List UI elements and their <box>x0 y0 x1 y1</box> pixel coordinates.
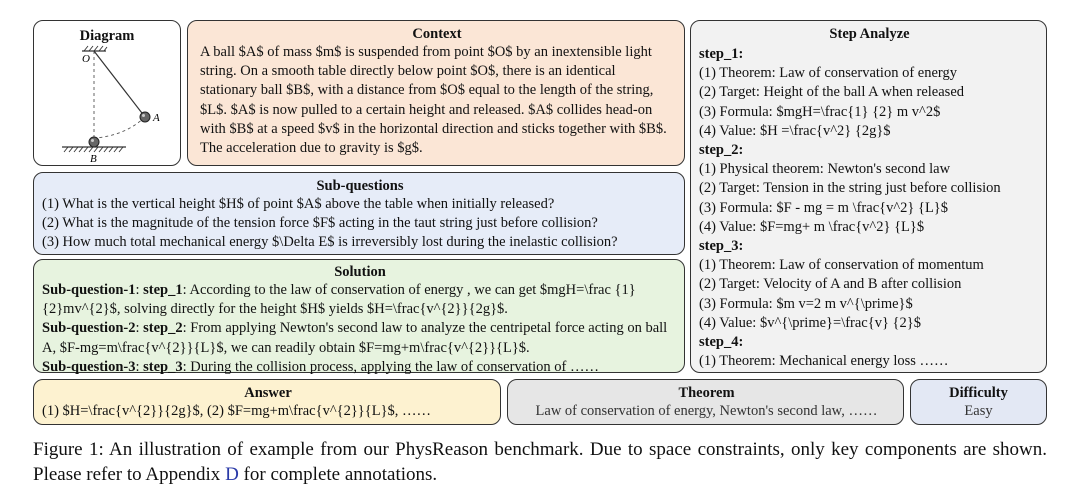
solution-part: Sub-question-1: step_1: According to the law of conservation of energy , we can get $mgH=\frac {1}{2}mv^{2}$, solving directly for the height $H$ yields $H=\frac{v^{2}}{2g}$. <box>42 282 636 318</box>
context-title: Context <box>412 26 462 42</box>
solution-label: Sub-question-1 <box>42 282 136 298</box>
string <box>94 51 145 117</box>
step-analyze-title: Step Analyze <box>829 26 910 42</box>
pendulum-figure <box>34 45 180 163</box>
step-name: step_1: <box>699 46 744 62</box>
solution-text: : According to the law of conservation of energy , we can get $mgH=\frac {1}{2}mv^{2}$, solving directly for the height $H$ yields $H=\frac{v^{2}}{2g}$. <box>42 282 636 318</box>
theorem-panel <box>507 379 904 425</box>
step-line: (1) Physical theorem: Newton's second law <box>699 161 951 178</box>
step-line: (2) Target: Height of the ball A when released <box>699 84 965 101</box>
solution-title: Solution <box>334 264 386 280</box>
step-line: (1) Theorem: Mechanical energy loss …… <box>699 353 949 370</box>
solution-part: Sub-question-2: step_2: From applying Newton's second law to analyze the centripetal force acting on ball A, $F-mg=m\frac{v^{2}}{L}$, we can readily obtain $F=mg+m\frac{v^{2}}{L}$. <box>42 320 668 356</box>
subquestion-item: (1) What is the vertical height $H$ of point $A$ above the table when initially released? <box>42 196 555 212</box>
ball-a <box>140 112 150 122</box>
caption-text-end: for complete annotations. <box>238 464 438 485</box>
step-line: (3) Formula: $m v=2 m v^{\prime}$ <box>699 295 913 312</box>
step-line: (4) Value: $v^{\prime}=\frac{v} {2}$ <box>699 314 921 331</box>
point-o-label: O <box>82 53 90 65</box>
answer-text: (1) $H=\frac{v^{2}}{2g}$, (2) $F=mg+m\frac{v^{2}}{L}$, …… <box>42 403 432 419</box>
subquestions-title: Sub-questions <box>316 178 404 194</box>
ball-a-label: A <box>153 112 160 124</box>
step-list <box>699 45 1040 371</box>
step-analyze-panel <box>690 20 1047 373</box>
step-line: (3) Formula: $mgH=\frac{1} {2} m v^2$ <box>699 103 941 120</box>
solution-panel <box>33 259 685 373</box>
step-line: (2) Target: Velocity of A and B after collision <box>699 276 962 293</box>
figure-caption <box>33 437 1047 487</box>
appendix-link[interactable]: D <box>225 464 239 485</box>
subquestions-panel <box>33 172 685 255</box>
solution-text: : During the collision process, applying the law of conservation of …… <box>182 358 600 375</box>
answer-title: Answer <box>244 385 292 401</box>
solution-text: : From applying Newton's second law to analyze the centripetal force acting on ball A, $F-mg=m\frac{v^{2}}{L}$, we can readily obtain $F=mg+m\frac{v^{2}}{L}$. <box>42 320 668 356</box>
solution-label: Sub-question-2 <box>42 320 136 337</box>
step-line: (3) Formula: $F - mg = m \frac{v^2} {L}$ <box>699 199 949 216</box>
step-name: step_2: <box>699 142 744 159</box>
theorem-text: Law of conservation of energy, Newton's second law, …… <box>535 403 878 419</box>
caption-text: Figure 1: An illustration of example from our PhysReason benchmark. Due to space constraints, only key components are shown. Please refer to Appendix <box>33 439 1047 485</box>
difficulty-value: Easy <box>964 403 993 419</box>
step-name: step_4: <box>699 334 744 351</box>
context-text: A ball $A$ of mass $m$ is suspended from point $O$ by an inextensible light string. On a smooth table directly below point $O$, there is an identical stationary ball $B$, with a distance from $O$ equal to the length of the string, $L$. $A$ is now pulled to a certain height and released. $A$ collides head-on with $B$ at a speed $v$ in the horizontal direction and sticks together with $B$. The acceleration due to gravity is $g$. <box>200 44 667 157</box>
subquestion-item: (2) What is the magnitude of the tension force $F$ acting in the taut string just before collision? <box>42 215 598 232</box>
step-line: (1) Theorem: Law of conservation of energy <box>699 65 957 82</box>
solution-step: step_3 <box>143 358 183 375</box>
step-name: step_3: <box>699 238 744 255</box>
solution-step: step_2 <box>143 320 183 337</box>
diagram-panel <box>33 20 181 166</box>
step-line: (4) Value: $H =\frac{v^2} {2g}$ <box>699 122 891 139</box>
context-panel <box>187 20 685 166</box>
difficulty-panel <box>910 379 1047 425</box>
solution-label: Sub-question-3 <box>42 358 136 375</box>
answer-panel <box>33 379 501 425</box>
step-line: (4) Value: $F=mg+ m \frac{v^2} {L}$ <box>699 218 925 235</box>
step-line: (1) Theorem: Law of conservation of momentum <box>699 257 984 274</box>
subquestion-item: (3) How much total mechanical energy $\Delta E$ is irreversibly lost during the inelastic collision? <box>42 234 618 251</box>
step-line: (2) Target: Tension in the string just before collision <box>699 180 1001 197</box>
difficulty-title: Difficulty <box>949 385 1008 401</box>
solution-part: Sub-question-3: step_3: During the collision process, applying the law of conservation of …… <box>42 358 600 375</box>
solution-step: step_1 <box>143 282 183 298</box>
ball-b-label: B <box>90 153 97 163</box>
theorem-title: Theorem <box>678 385 735 401</box>
ball-b <box>89 137 99 147</box>
diagram-title: Diagram <box>79 28 135 44</box>
